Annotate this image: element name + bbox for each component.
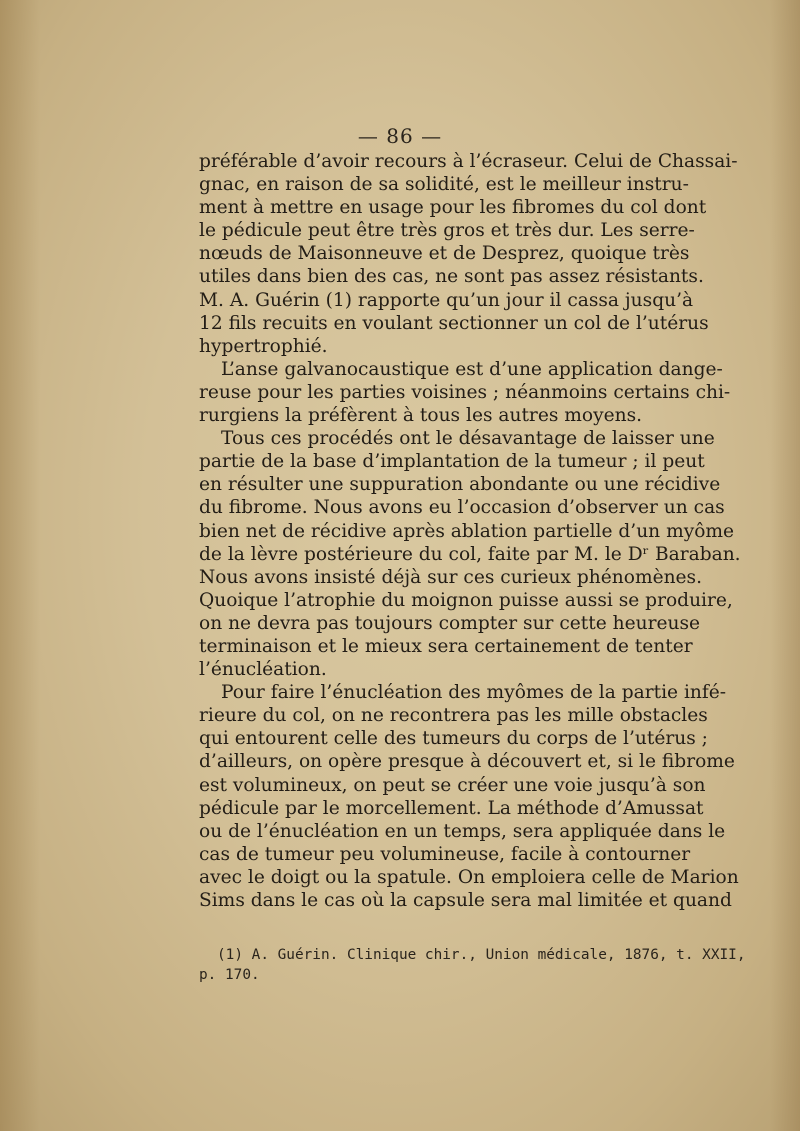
body-text-line: reuse pour les parties voisines ; néanmoins certains chi- <box>199 381 731 403</box>
body-text-line: Quoique l’atrophie du moignon puisse aussi se produire, <box>199 589 733 611</box>
body-text-line: Tous ces procédés ont le désavantage de laisser une <box>221 428 715 450</box>
body-text-line: gnac, en raison de sa solidité, est le meilleur instru- <box>199 174 689 196</box>
page-shadow-left <box>0 0 40 1131</box>
body-text-line: l’énucléation. <box>199 659 327 681</box>
body-text-line: Nous avons insisté déjà sur ces curieux phénomènes. <box>199 566 703 588</box>
body-text-line: rieure du col, on ne recontrera pas les mille obstacles <box>199 705 708 727</box>
body-text-line: M. A. Guérin (1) rapporte qu’un jour il cassa jusqu’à <box>199 289 694 311</box>
page-number: — 86 — <box>357 124 443 148</box>
body-text-line: ment à mettre en usage pour les fibromes du col dont <box>199 197 707 219</box>
page-shadow-right <box>770 0 800 1131</box>
body-text-line: avec le doigt ou la spatule. On emploiera celle de Marion <box>199 866 739 888</box>
body-text <box>199 150 741 912</box>
footnote-line: p. 170. <box>199 967 260 983</box>
body-text-line: terminaison et le mieux sera certainement de tenter <box>199 635 693 657</box>
body-text-line: est volumineux, on peut se créer une voie jusqu’à son <box>199 774 706 796</box>
body-text-line: du fibrome. Nous avons eu l’occasion d’observer un cas <box>199 497 725 519</box>
body-text-line: on ne devra pas toujours compter sur cette heureuse <box>199 612 700 634</box>
body-text-line: Sims dans le cas où la capsule sera mal limitée et quand <box>199 890 732 911</box>
footnote-line: (1) A. Guérin. Clinique chir., Union médicale, 1876, t. XXII, <box>217 947 746 963</box>
body-text-line: pédicule par le morcellement. La méthode d’Amussat <box>199 797 704 819</box>
body-text-line: de la lèvre postérieure du col, faite par M. le Dʳ Baraban. <box>199 543 741 565</box>
body-text-line: rurgiens la préfèrent à tous les autres moyens. <box>199 405 643 427</box>
body-text-line: ou de l’énucléation en un temps, sera appliquée dans le <box>199 820 726 842</box>
body-text-line: en résulter une suppuration abondante ou une récidive <box>199 474 721 496</box>
body-text-line: nœuds de Maisonneuve et de Desprez, quoique très <box>199 243 690 265</box>
body-text-line: partie de la base d’implantation de la tumeur ; il peut <box>199 451 705 473</box>
body-text-line: cas de tumeur peu volumineuse, facile à contourner <box>199 843 691 865</box>
body-text-line: d’ailleurs, on opère presque à découvert et, si le fibrome <box>199 751 735 773</box>
body-text-line: Pour faire l’énucléation des myômes de la partie infé- <box>221 682 727 704</box>
body-text-line: L’anse galvanocaustique est d’une application dange- <box>221 358 723 380</box>
body-text-line: 12 fils recuits en voulant sectionner un col de l’utérus <box>199 312 709 334</box>
footnote <box>199 945 746 985</box>
body-text-line: préférable d’avoir recours à l’écraseur. Celui de Chassai- <box>199 151 738 172</box>
body-text-line: qui entourent celle des tumeurs du corps de l’utérus ; <box>199 728 708 750</box>
body-text-line: hypertrophié. <box>199 335 328 357</box>
body-text-line: utiles dans bien des cas, ne sont pas assez résistants. <box>199 266 704 288</box>
body-text-line: bien net de récidive après ablation partielle d’un myôme <box>199 520 735 542</box>
body-text-line: le pédicule peut être très gros et très dur. Les serre- <box>199 220 695 242</box>
